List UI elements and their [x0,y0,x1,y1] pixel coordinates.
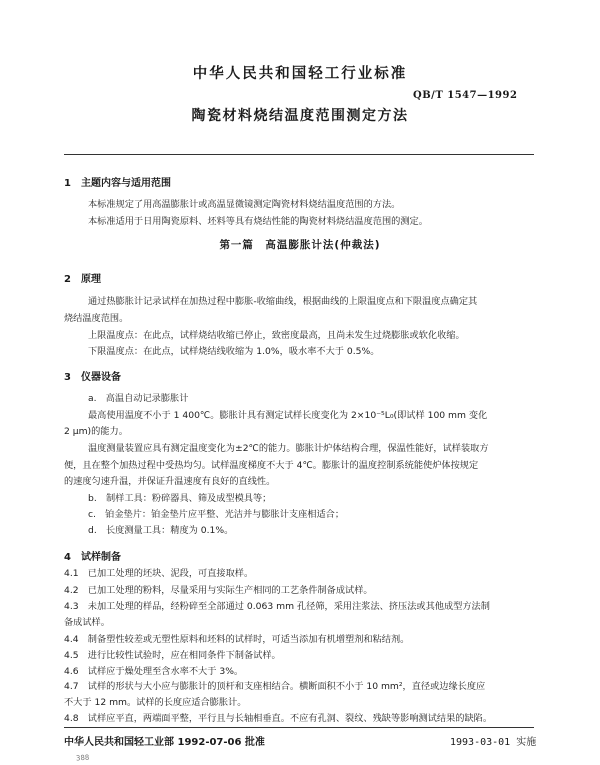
section-3-item-c: c. 铂金垫片：铂金垫片应平整、光洁并与膨胀计支座相适合； [88,509,345,520]
section-1-heading: 1 主题内容与适用范围 [64,178,171,189]
section-3-paragraph-2-line-2: 便，且在整个加热过程中受热均匀。试样温度梯度不大于 4℃。膨胀计的温度控制系统能使炉体按规定 [64,460,479,471]
section-4-item-3-line-1: 4.3 未加工处理的样品，经粉碎至全部通过 0.063 mm 孔径筛，采用注浆法、挤压法或其他成型方法制 [64,601,490,612]
section-4-item-8: 4.8 试样应平直，两端面平整，平行且与长轴相垂直。不应有孔洞、裂纹、残缺等影响测试结果的缺陷。 [64,713,493,724]
implementation-date: 1993-03-01 实施 [450,737,537,748]
header-divider [64,154,534,155]
page-number: 388 [75,753,90,763]
document-title: 陶瓷材料烧结温度范围测定方法 [191,108,409,124]
standard-number: QB/T 1547—1992 [413,90,518,101]
standard-category-title: 中华人民共和国轻工行业标准 [192,66,408,82]
section-2-heading: 2 原理 [64,274,101,285]
footer-divider [64,727,534,728]
section-3-item-d: d. 长度测量工具：精度为 0.1%。 [88,525,234,536]
section-4-item-4: 4.4 制备塑性较差或无塑性原料和坯料的试样时，可适当添加有机增塑剂和粘结剂。 [64,634,410,645]
approval-line: 中华人民共和国轻工业部 1992-07-06 批准 [64,737,265,748]
section-2-paragraph-1-line-1: 通过热膨胀计记录试样在加热过程中膨胀-收缩曲线，根据曲线的上限温度点和下限温度点确定其 [88,296,478,307]
part-1-title: 第一篇 高温膨胀计法(仲裁法) [219,239,381,251]
section-4-item-5: 4.5 进行比较性试验时，应在相同条件下制备试样。 [64,650,281,661]
section-4-item-7-line-2: 不大于 12 mm。试样的长度应适合膨胀计。 [64,697,247,708]
section-3-paragraph-1-line-1: 最高使用温度不小于 1 400℃。膨胀计具有测定试样长度变化为 2×10⁻⁵L₀(即试样 100 mm 变化 [88,410,488,421]
section-4-item-7-line-1: 4.7 试样的形状与大小应与膨胀计的顶杆和支座相结合。横断面积不小于 10 mm²，直径或边缘长度应 [64,681,486,692]
section-3-heading: 3 仪器设备 [64,372,121,383]
section-4-item-1: 4.1 已加工处理的坯块、泥段，可直接取样。 [64,568,254,579]
section-3-item-b: b. 制样工具：粉碎器具、筛及成型模具等； [88,493,272,504]
section-4-item-2: 4.2 已加工处理的粉料，尽量采用与实际生产相同的工艺条件制备成试样。 [64,585,373,596]
section-1-paragraph-2: 本标准适用于日用陶瓷原料、坯料等具有烧结性能的陶瓷材料烧结温度范围的测定。 [88,216,428,227]
section-3-paragraph-1-line-2: 2 μm)的能力。 [64,426,128,437]
section-2-lower-point: 下限温度点：在此点，试样烧结线收缩为 1.0%，吸水率不大于 0.5%。 [88,346,380,357]
section-2-upper-point: 上限温度点：在此点，试样烧结收缩已停止，致密度最高，且尚未发生过烧膨胀或软化收缩。 [88,330,465,341]
section-3-item-a: a. 高温自动记录膨胀计 [88,393,189,404]
section-1-paragraph-1: 本标准规定了用高温膨胀计或高温显微镜测定陶瓷材料烧结温度范围的方法。 [88,199,401,210]
section-4-heading: 4 试样制备 [64,552,121,563]
section-4-item-6: 4.6 试样应于燥处理至含水率不大于 3%。 [64,666,244,677]
section-3-paragraph-2-line-3: 的速度匀速升温，并保证升温速度有良好的直线性。 [64,476,276,487]
section-2-paragraph-1-line-2: 烧结温度范围。 [64,313,129,324]
section-4-item-3-line-2: 备成试样。 [64,617,110,628]
section-3-paragraph-2-line-1: 温度测量装置应具有测定温度变化为±2℃的能力。膨胀计炉体结构合理，保温性能好，试样装取方 [88,443,489,454]
